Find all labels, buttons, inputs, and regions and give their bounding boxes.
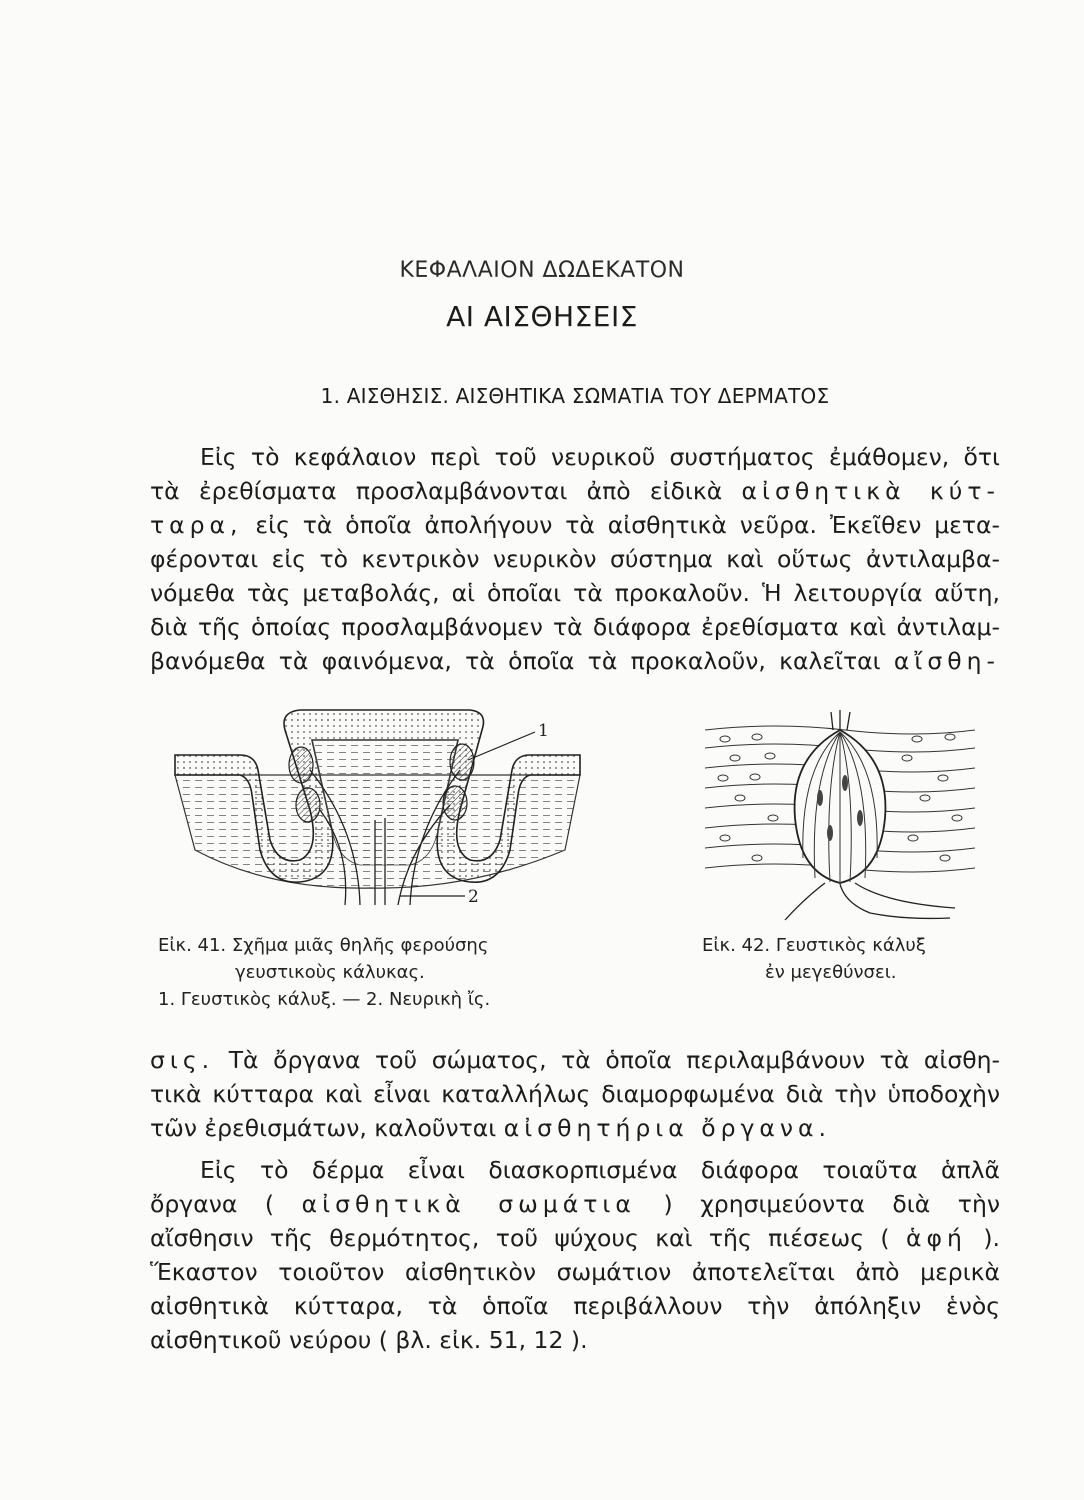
para1-line-2 — [150, 474, 1000, 508]
para2-line-1-spaced: σις. — [150, 1046, 215, 1074]
para2-line-3-text: τῶν ἐρεθισμάτων, καλοῦνται — [150, 1114, 497, 1142]
para3-line-2-open: ὄργανα ( — [150, 1190, 275, 1218]
para1-line-3-text: εἰς τὰ ὁποῖα ἀπολήγουν τὰ αἰσθητικὰ νεῦρα. Ἐκεῖθεν μετα- — [255, 511, 1000, 539]
para3-line-3-text: αἴσθησιν τῆς θερμότητος, τοῦ ψύχους καὶ τῆς πιέσεως ( — [150, 1224, 890, 1252]
figure-41-caption-line-2: γευστικοὺς κάλυκας. — [235, 962, 425, 983]
para2-line-1-text: Τὰ ὄργανα τοῦ σώματος, τὰ ὁποῖα περιλαμβάνουν τὰ αἰσθη- — [228, 1046, 1000, 1074]
para3-line-3-close: ). — [983, 1224, 1000, 1252]
para2-line-3 — [150, 1111, 1000, 1145]
para3-line-1: Εἰς τὸ δέρμα εἶναι διασκορπισμένα διάφορα τοιαῦτα ἁπλᾶ — [200, 1156, 1000, 1184]
figure-41-caption-line-3: 1. Γευστικὸς κάλυξ. — 2. Νευρικὴ ἴς. — [158, 989, 491, 1010]
para1-line-7 — [150, 644, 1000, 678]
para3-line-2-spaced: αἰσθητικὰ σωμάτια — [301, 1190, 636, 1218]
page-title: ΑΙ ΑΙΣΘΗΣΕΙΣ — [446, 300, 638, 333]
para3-line-4: Ἕκαστον τοιοῦτον αἰσθητικὸν σωμάτιον ἀποτελεῖται ἀπὸ μερικὰ — [150, 1258, 1000, 1286]
para1-line-7-text: βανόμεθα τὰ φαινόμενα, τὰ ὁποῖα τὰ προκαλοῦν, καλεῖται — [150, 647, 881, 675]
chapter-heading: ΚΕΦΑΛΑΙΟΝ ΔΩΔΕΚΑΤΟΝ — [399, 258, 685, 283]
figure-42-caption-line-1: Εἰκ. 42. Γευστικὸς κάλυξ — [702, 935, 926, 956]
para1-line-3 — [150, 508, 1000, 542]
para3-line-2 — [150, 1187, 1000, 1221]
para1-line-3-spaced: ταρα, — [150, 511, 243, 539]
section-heading: 1. ΑΙΣΘΗΣΙΣ. ΑΙΣΘΗΤΙΚΑ ΣΩΜΑΤΙΑ ΤΟΥ ΔΕΡΜΑΤΟΣ — [320, 384, 830, 408]
figure-42-taste-bud-drawing — [695, 708, 985, 923]
para2-line-2: τικὰ κύτταρα καὶ εἶναι καταλλήλως διαμορφωμένα διὰ τὴν ὑποδοχὴν — [150, 1080, 1000, 1108]
para3-line-3-spaced: ἁφή — [906, 1224, 967, 1252]
para1-line-4: φέρονται εἰς τὸ κεντρικὸν νευρικὸν σύστημα καὶ οὕτως ἀντιλαμβα- — [150, 545, 1000, 573]
para1-line-5: νόμεθα τὰς μεταβολάς, αἱ ὁποῖαι τὰ προκαλοῦν. Ἡ λειτουργία αὕτη, — [150, 579, 1000, 607]
figure-41-label-2: 2 — [468, 887, 479, 907]
para1-line-1: Εἰς τὸ κεφάλαιον περὶ τοῦ νευρικοῦ συστήματος ἐμάθομεν, ὅτι — [200, 443, 1000, 471]
para1-line-2-text: τὰ ἐρεθίσματα προσλαμβάνονται ἀπὸ εἰδικὰ — [150, 477, 723, 505]
figure-41-caption-line-1: Εἰκ. 41. Σχῆμα μιᾶς θηλῆς φερούσης — [158, 935, 489, 956]
para2-line-3-spaced: αἰσθητήρια ὄργανα. — [503, 1114, 831, 1142]
figure-41-label-1: 1 — [538, 721, 549, 741]
para3-line-5: αἰσθητικὰ κύτταρα, τὰ ὁποῖα περιβάλλουν τὴν ἀπόληξιν ἑνὸς — [150, 1292, 1000, 1320]
para2-line-1 — [150, 1043, 1000, 1077]
para3-line-3 — [150, 1221, 1000, 1255]
para1-line-2-spaced: αἰσθητικὰ κύτ- — [741, 477, 1000, 505]
figure-41-papilla-drawing — [170, 700, 590, 915]
para3-line-2-text: ) χρησιμεύοντα διὰ τὴν — [663, 1190, 1000, 1218]
para3-line-6: αἰσθητικοῦ νεύρου ( βλ. εἰκ. 51, 12 ). — [150, 1326, 588, 1354]
para1-line-6: διὰ τῆς ὁποίας προσλαμβάνομεν τὰ διάφορα ἐρεθίσματα καὶ ἀντιλαμ- — [150, 613, 1000, 641]
figure-42-caption-line-2: ἐν μεγεθύνσει. — [765, 962, 897, 983]
para1-line-7-spaced: αἴσθη- — [893, 647, 1000, 675]
